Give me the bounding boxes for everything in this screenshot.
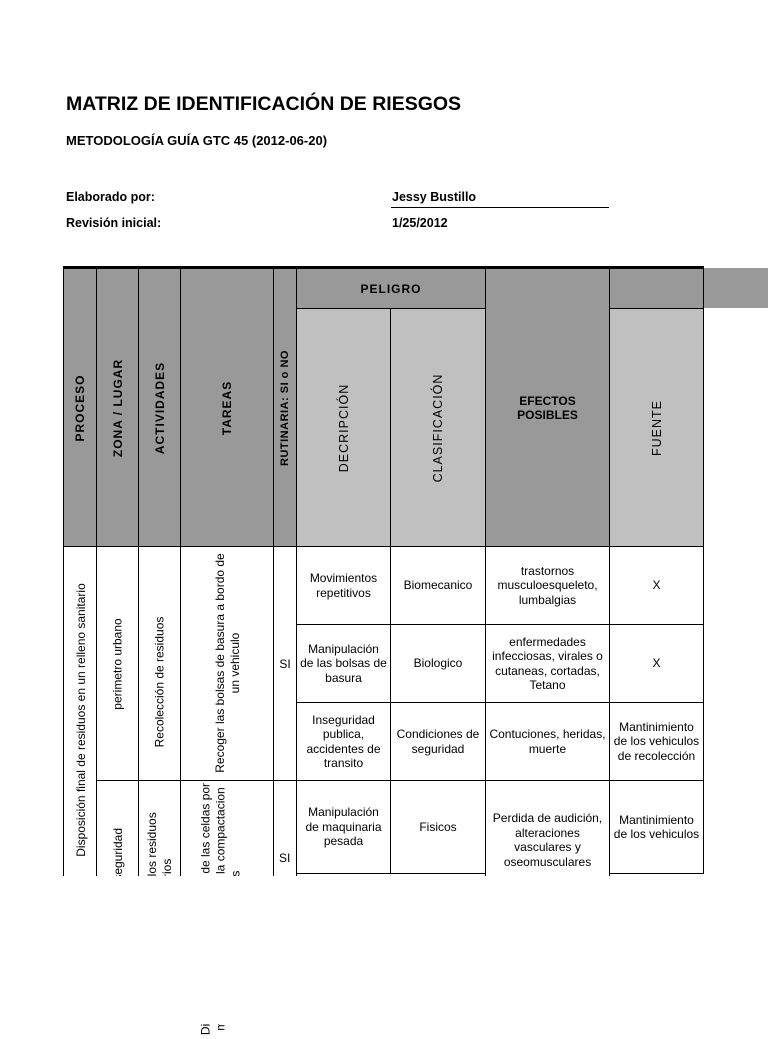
header-tareas-label: TAREAS [220,380,234,435]
header-controles-top [609,268,704,309]
tarea-cell-2 [180,780,274,876]
rutinaria-cell-2 [273,780,297,876]
elaborado-label: Elaborado por: [66,190,155,204]
tarea-cell-1 [180,546,274,781]
zona-cell-1 [96,546,139,781]
fuente-cell-1-2: X [609,624,704,703]
header-clasificacion [390,308,486,547]
proceso-value: Disposición final de residuos en un relleno sanitario [74,583,88,857]
clasificacion-cell-1-1: Biomecanico [390,546,486,625]
header-actividades [138,268,181,547]
efectos-cell-1-1: trastornos musculoesqueleto, lumbalgias [485,546,610,625]
revision-label: Revisión inicial: [66,216,162,230]
efectos-cell-1-2: enfermedades infecciosas, virales o cutaneas, cortadas, Tetano [485,624,610,703]
zona-cell-2 [96,780,139,876]
header-zona-label: ZONA / LUGAR [110,358,125,457]
actividad-value-1: Recolección de residuos [152,616,166,748]
descripcion-cell-1-3: Inseguridad publica, accidentes de transito [296,702,391,781]
table-bottom-border-left [296,873,486,874]
header-zona [96,268,139,547]
sheet-edge-header [703,268,768,308]
header-tareas [180,268,274,547]
header-fuente [609,308,704,547]
header-actividades-label: ACTIVIDADES [152,361,167,454]
header-peligro: PELIGRO [296,268,486,309]
fuente-cell-1-3: Mantinimiento de los vehiculos de recolección [609,702,704,781]
zona-value-1: perimetro urbano [110,617,124,710]
header-descripcion-label: DECRIPCIÓN [336,383,351,472]
descripcion-cell-1-2: Manipulación de las bolsas de basura [296,624,391,703]
actividad-cell-2 [138,780,181,876]
header-proceso [63,268,97,547]
descripcion-cell-2-1: Manipulación de maquinaria pesada [296,780,391,874]
clasificacion-cell-1-3: Condiciones de seguridad [390,702,486,781]
efectos-cell-2-1: Perdida de audición, alteraciones vasculares y oseomusculares [485,780,610,876]
header-clasificacion-label: CLASIFICACIÓN [431,373,445,482]
header-proceso-label: PROCESO [73,373,87,442]
elaborado-underline [391,207,609,208]
revision-value: 1/25/2012 [392,216,448,230]
document-title: MATRIZ DE IDENTIFICACIÓN DE RIESGOS [66,93,462,115]
descripcion-cell-1-1: Movimientos repetitivos [296,546,391,625]
table-top-border [63,266,704,269]
efectos-cell-1-3: Contuciones, heridas, muerte [485,702,610,781]
elaborado-value: Jessy Bustillo [392,190,477,204]
header-rutinaria [273,268,297,547]
fuente-cell-1-1: X [609,546,704,625]
clasificacion-cell-1-2: Biologico [390,624,486,703]
clasificacion-cell-2-1: Fisicos [390,780,486,874]
tarea-value-1: Recoger las bolsas de basura a bordo de un vehiculo [213,553,242,773]
fuente-cell-2-1: Mantinimiento de los vehiculos [609,780,704,874]
page-bottom-area [0,876,768,1024]
proceso-cell [63,546,97,876]
table-bottom-border-right [609,873,704,874]
document-subtitle: METODOLOGÍA GUÍA GTC 45 (2012-06-20) [66,133,328,148]
rutinaria-cell-1: SI [273,546,297,781]
actividad-cell-1 [138,546,181,781]
header-fuente-label: FUENTE [649,399,664,456]
rutinaria-value-2: SI [279,851,291,865]
header-efectos: EFECTOS POSIBLES [485,268,610,547]
header-descripcion [296,308,391,547]
header-rutinaria-label: RUTINARIA: SI o NO [279,349,291,466]
